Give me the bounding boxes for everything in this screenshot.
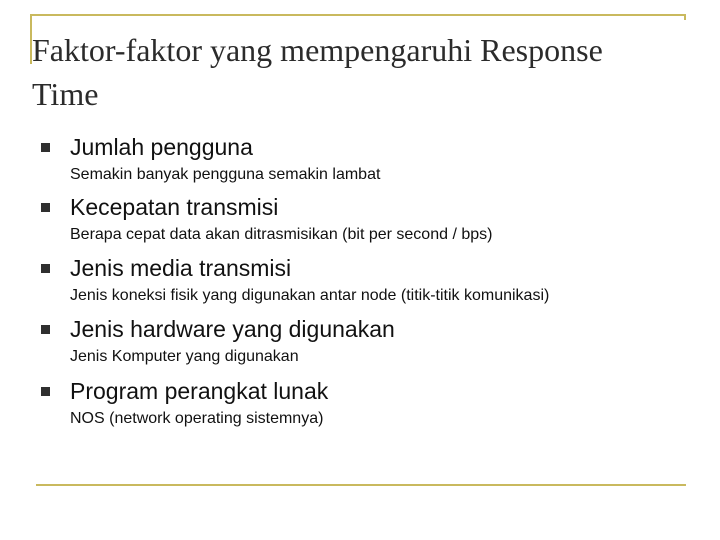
frame-top-border <box>30 14 684 16</box>
slide-title: Faktor-faktor yang mempengaruhi Response Time <box>32 32 603 112</box>
bullet-subtext: NOS (network operating sistemnya) <box>70 410 324 427</box>
bullet-text: Jumlah pengguna <box>70 134 253 160</box>
list-item <box>41 133 681 193</box>
list-item <box>41 254 681 314</box>
bullet-subtext: Jenis Komputer yang digunakan <box>70 348 299 365</box>
list-item <box>41 315 681 375</box>
bullet-text: Program perangkat lunak <box>70 378 329 404</box>
bullet-text: Jenis hardware yang digunakan <box>70 316 395 342</box>
bullet-text: Jenis media transmisi <box>70 255 292 281</box>
list-item <box>41 193 681 253</box>
square-bullet-icon <box>41 387 50 396</box>
list-item <box>41 377 681 437</box>
bullet-subtext: Semakin banyak pengguna semakin lambat <box>70 166 381 183</box>
footer-divider <box>36 484 686 486</box>
bullet-subtext: Berapa cepat data akan ditrasmisikan (bit per second / bps) <box>70 226 493 243</box>
square-bullet-icon <box>41 264 50 273</box>
square-bullet-icon <box>41 325 50 334</box>
bullet-subtext: Jenis koneksi fisik yang digunakan antar node (titik-titik komunikasi) <box>70 287 550 304</box>
square-bullet-icon <box>41 203 50 212</box>
bullet-text: Kecepatan transmisi <box>70 194 279 220</box>
frame-right-tick <box>684 14 686 20</box>
square-bullet-icon <box>41 143 50 152</box>
